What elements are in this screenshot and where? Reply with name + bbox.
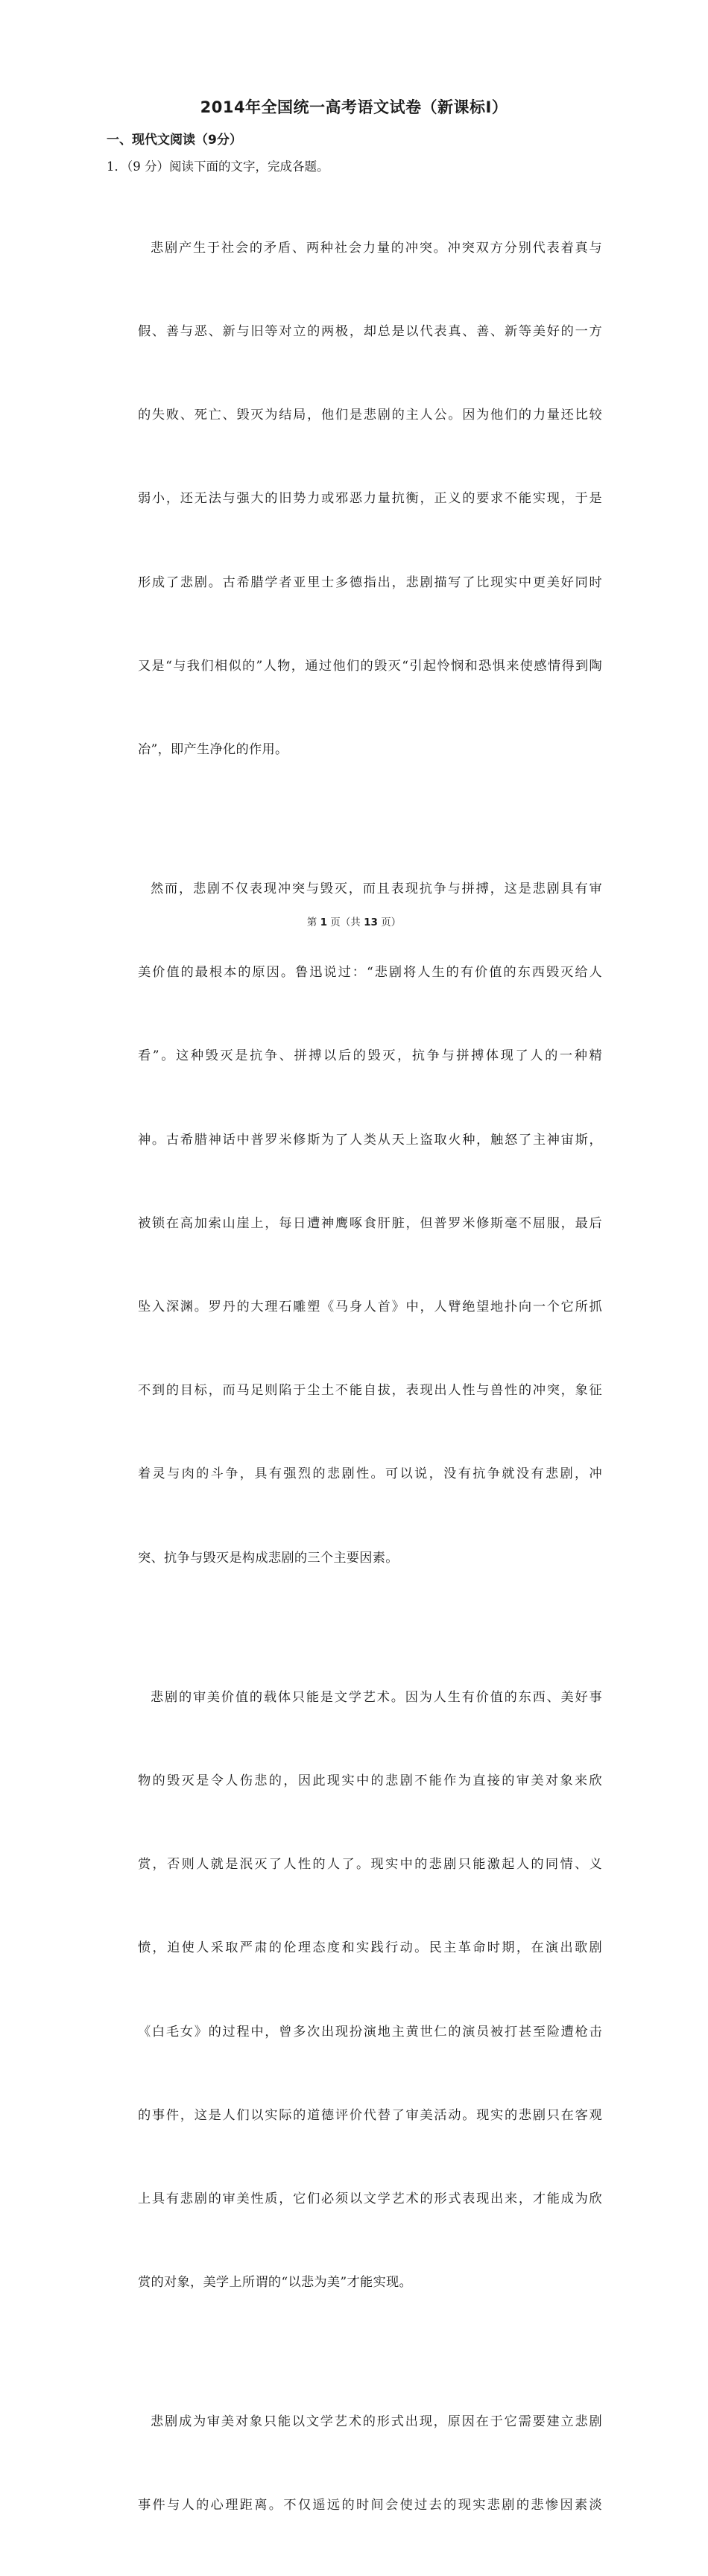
text-line: 美价值的最根本的原因。鲁迅说过：“悲剧将人生的有价值的东西毁灭给人 [138, 965, 602, 981]
text-line: 看”。这种毁灭是抗争、拼搏以后的毁灭，抗争与拼搏体现了人的一种精 [138, 1048, 602, 1064]
text-line: 事件与人的心理距离。不仅遥远的时间会使过去的现实悲剧的悲惨因素淡 [138, 2498, 602, 2513]
footer-prefix: 第 [306, 917, 317, 928]
text-line: 被锁在高加索山崖上，每日遭神鹰啄食肝脏，但普罗米修斯毫不屈服，最后 [138, 1215, 602, 1231]
page-total: 13 [364, 917, 378, 928]
text-line: 不到的目标，而马足则陷于尘土不能自拔，表现出人性与兽性的冲突，象征 [138, 1383, 602, 1399]
text-line: 愤，迫使人采取严肃的伦理态度和实践行动。民主革命时期，在演出歌剧 [138, 1940, 602, 1956]
text-line: 然而，悲剧不仅表现冲突与毁灭，而且表现抗争与拼搏，这是悲剧具有审 [151, 882, 602, 897]
text-line: 《白毛女》的过程中，曾多次出现扮演地主黄世仁的演员被打甚至险遭枪击 [138, 2024, 602, 2039]
text-line: 的失败、死亡、毁灭为结局，他们是悲剧的主人公。因为他们的力量还比较 [138, 408, 602, 423]
footer-suffix: 页） [381, 917, 402, 928]
text-line: 赏的对象，美学上所谓的“以悲为美”才能实现。 [138, 2275, 412, 2291]
text-line: 假、善与恶、新与旧等对立的两极，却总是以代表真、善、新等美好的一方 [138, 324, 602, 340]
text-line: 弱小，还无法与强大的旧势力或邪恶力量抗衡，正义的要求不能实现，于是 [138, 491, 602, 507]
text-line: 的事件，这是人们以实际的道德评价代替了审美活动。现实的悲剧只在客观 [138, 2107, 602, 2123]
question-prompt: 1．（9 分）阅读下面的文字，完成各题。 [107, 159, 329, 174]
text-line: 悲剧产生于社会的矛盾、两种社会力量的冲突。冲突双方分别代表着真与 [151, 240, 602, 256]
text-line: 物的毁灭是令人伤悲的，因此现实中的悲剧不能作为直接的审美对象来欣 [138, 1773, 602, 1788]
text-line: 冶”，即产生净化的作用。 [138, 742, 288, 758]
text-line: 坠入深渊。罗丹的大理石雕塑《马身人首》中，人臂绝望地扑向一个它所抓 [138, 1300, 602, 1315]
text-line: 上具有悲剧的审美性质，它们必须以文学艺术的形式表现出来，才能成为欣 [138, 2191, 602, 2206]
paragraph [125, 1628, 602, 2352]
footer-middle: 页（共 [330, 917, 361, 928]
text-line: 神。古希腊神话中普罗米修斯为了人类从天上盗取火种，触怒了主神宙斯， [138, 1132, 602, 1148]
text-line: 突、抗争与毁灭是构成悲剧的三个主要因素。 [138, 1550, 399, 1566]
exam-title: 2014年全国统一高考语文试卷（新课标Ⅰ） [200, 98, 508, 116]
text-line: 悲剧的审美价值的载体只能是文学艺术。因为人生有价值的东西、美好事 [151, 1689, 602, 1705]
text-line: 悲剧成为审美对象只能以文学艺术的形式出现，原因在于它需要建立悲剧 [151, 2414, 602, 2430]
paragraph [125, 2352, 602, 2575]
text-line: 形成了悲剧。古希腊学者亚里士多德指出，悲剧描写了比现实中更美好同时 [138, 575, 602, 590]
page-footer [0, 914, 708, 928]
text-line: 又是“与我们相似的”人物，通过他们的毁灭“引起怜悯和恐惧来使感情得到陶 [138, 658, 602, 674]
text-line: 赏，否则人就是泯灭了人性的人了。现实中的悲剧只能激起人的同情、义 [138, 1857, 602, 1873]
paragraph [125, 179, 602, 820]
section-heading: 一、现代文阅读（9分） [107, 133, 242, 148]
paragraph [125, 820, 602, 1628]
text-line: 着灵与肉的斗争，具有强烈的悲剧性。可以说，没有抗争就没有悲剧，冲 [138, 1466, 602, 1482]
page-number: 1 [320, 917, 327, 928]
reading-passage [125, 179, 602, 2576]
